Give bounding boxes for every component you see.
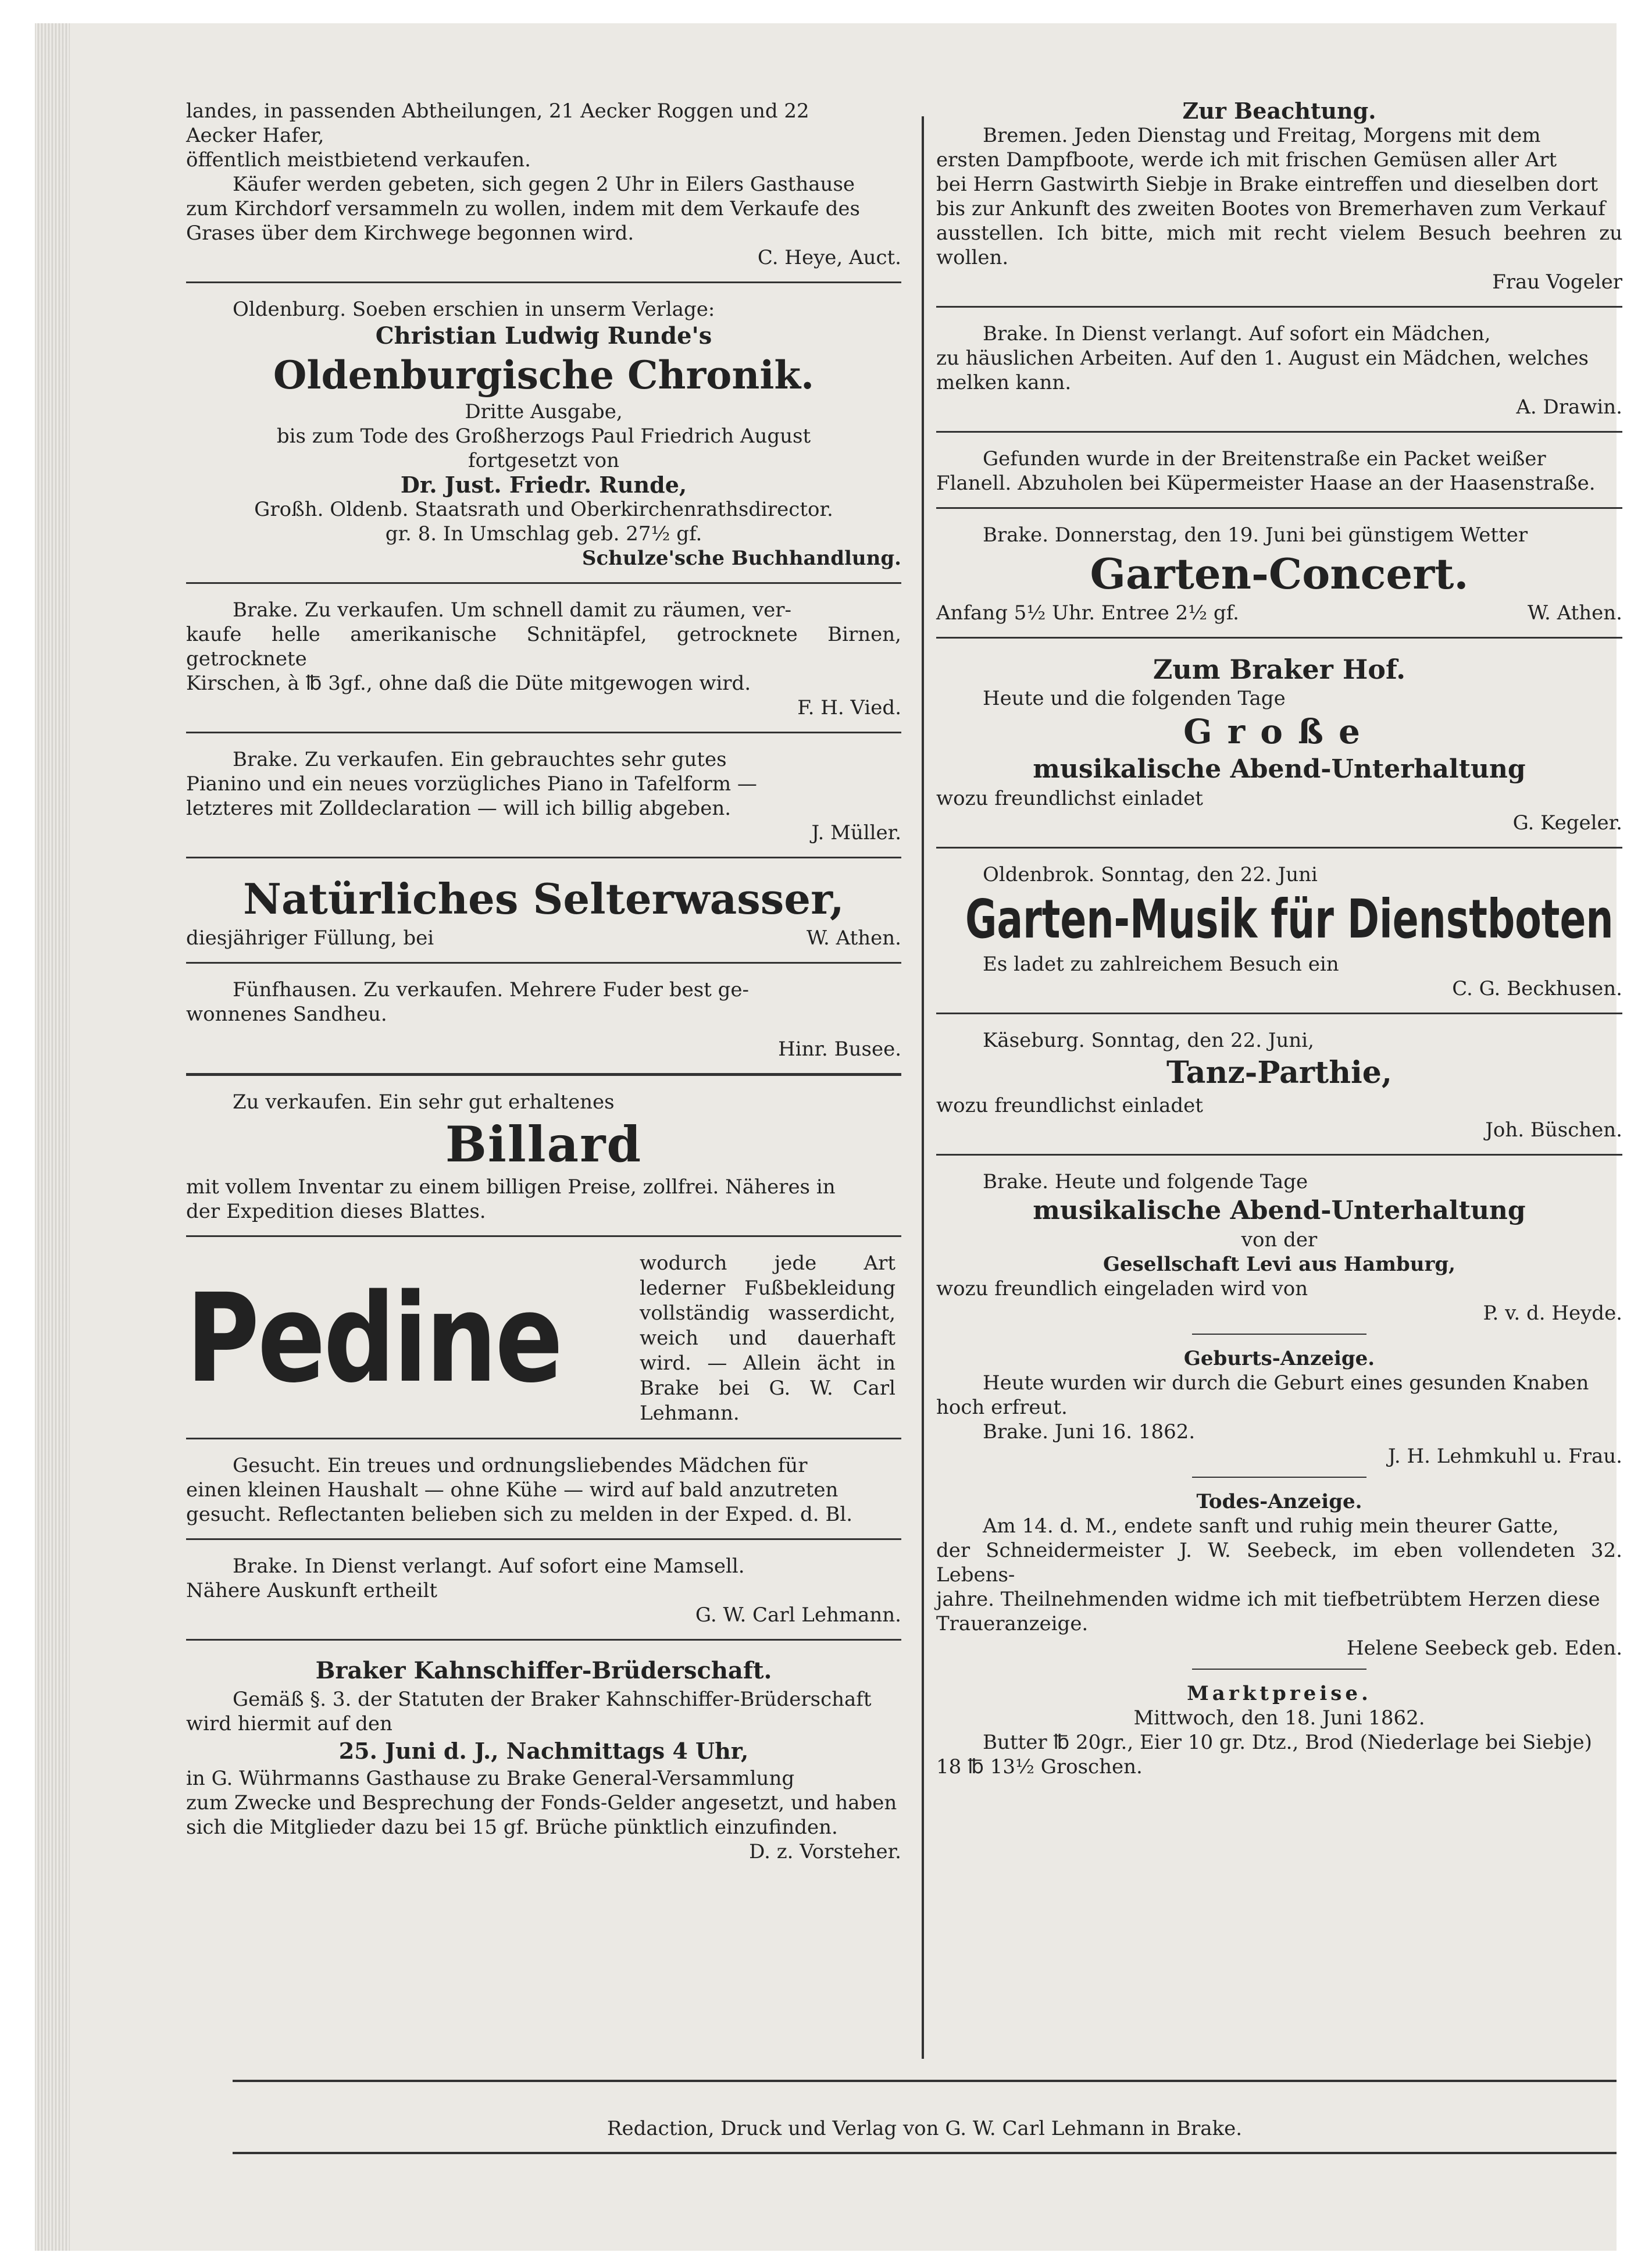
ad-title: Garten-Musik für Dienstboten <box>965 888 1614 950</box>
text-line: Dritte Ausgabe, <box>465 400 623 423</box>
divider <box>186 1538 901 1540</box>
ad-title: Billard <box>445 1115 643 1173</box>
text-line: Brake. Zu verkaufen. Ein gebrauchtes sehr gutes <box>233 748 727 771</box>
text-line: melken kann. <box>936 371 1072 394</box>
text-line: Brake. Juni 16. 1862. <box>983 1420 1196 1443</box>
ad-found <box>936 447 1622 496</box>
text-line: Käseburg. Sonntag, den 22. Juni, <box>983 1029 1314 1052</box>
text-line: Bremen. Jeden Dienstag und Freitag, Morgens mit dem <box>983 124 1541 147</box>
divider <box>186 1235 901 1237</box>
divider <box>186 962 901 964</box>
text-line: bei Herrn Gastwirth Siebje in Brake eintreffen und dieselben dort <box>936 173 1599 196</box>
imprint: Redaction, Druck und Verlag von G. W. Carl Lehmann in Brake. <box>606 2117 1243 2140</box>
divider <box>1192 1334 1366 1335</box>
text-line: Großh. Oldenb. Staatsrath und Oberkirchenrathsdirector. <box>254 498 833 521</box>
ad-title: Marktpreise. <box>1187 1682 1372 1705</box>
text-line: Fünfhausen. Zu verkaufen. Mehrere Fuder best ge- <box>233 978 750 1001</box>
ad-title: Todes-Anzeige. <box>1196 1490 1362 1513</box>
text-line: sich die Mitglieder dazu bei 15 gf. Brüche pünktlich einzufinden. <box>186 1816 838 1839</box>
text-line: Brake. In Dienst verlangt. Auf sofort eine Mamsell. <box>233 1555 745 1578</box>
left-column <box>186 99 901 1864</box>
signature: G. W. Carl Lehmann. <box>695 1603 901 1627</box>
text-line: kaufe helle amerikanische Schnitäpfel, getrocknete Birnen, getrocknete <box>186 623 901 671</box>
ad-dance <box>936 1028 1622 1142</box>
text-line: Heute wurden wir durch die Geburt eines gesunden Knaben <box>983 1371 1589 1395</box>
signature: G. Kegeler. <box>1512 811 1622 835</box>
ad-title: musikalische Abend-Unterhaltung <box>1033 1196 1526 1225</box>
ad-wanted-maid <box>186 1453 901 1527</box>
column-separator <box>922 116 924 2059</box>
signature: W. Athen. <box>1528 601 1622 625</box>
text-line: wonnenes Sandheu. <box>186 1003 387 1026</box>
text-line: Brake. Heute und folgende Tage <box>983 1170 1308 1193</box>
text-line: Pianino und ein neues vorzügliches Piano in Tafelform — <box>186 772 757 796</box>
ad-death-announcement <box>936 1489 1622 1660</box>
ad-hay <box>186 978 901 1061</box>
ad-birth-announcement <box>936 1346 1622 1468</box>
text-line: Oldenbrok. Sonntag, den 22. Juni <box>983 863 1318 886</box>
divider <box>936 431 1622 433</box>
text-line: Kirschen, à ℔ 3gf., ohne daß die Düte mitgewogen wird. <box>186 672 751 695</box>
ad-title: Zur Beachtung. <box>1182 98 1376 124</box>
text-line: gr. 8. In Umschlag geb. 27½ gf. <box>385 522 702 546</box>
signature: P. v. d. Heyde. <box>1483 1302 1622 1325</box>
ad-title: Tanz-Parthie, <box>1166 1055 1392 1090</box>
ad-boatmen-fraternity <box>186 1655 901 1864</box>
text-line: Gemäß §. 3. der Statuten der Braker Kahnschiffer-Brüderschaft <box>233 1688 872 1711</box>
text-line: diesjähriger Füllung, bei <box>186 926 434 950</box>
text-line: zum Kirchdorf versammeln zu wollen, indem mit dem Verkaufe des <box>186 197 860 220</box>
text-line: ersten Dampfboote, werde ich mit frischen Gemüsen aller Art <box>936 148 1557 172</box>
text-line: Grases über dem Kirchwege begonnen wird. <box>186 222 634 245</box>
book-spine <box>35 23 70 2251</box>
text-line: Anfang 5½ Uhr. Entree 2½ gf. <box>936 601 1239 625</box>
signature: C. G. Beckhusen. <box>1452 977 1622 1000</box>
meeting-date: 25. Juni d. J., Nachmittags 4 Uhr, <box>338 1738 749 1764</box>
text-line: der Schneidermeister J. W. Seebeck, im eben vollendeten 32. Lebens- <box>936 1539 1622 1587</box>
signature: D. z. Vorsteher. <box>749 1840 901 1863</box>
text-line: ausstellen. Ich bitte, mich mit recht vielem Besuch beehren zu wollen. <box>936 222 1622 269</box>
ad-garden-concert <box>936 523 1622 625</box>
right-column <box>936 99 1622 1779</box>
ad-dried-fruit <box>186 598 901 720</box>
divider <box>936 847 1622 849</box>
signature: J. H. Lehmkuhl u. Frau. <box>1387 1445 1622 1468</box>
text-line: zu häuslichen Arbeiten. Auf den 1. August ein Mädchen, welches <box>936 347 1589 370</box>
signature: A. Drawin. <box>1516 395 1622 419</box>
divider <box>186 732 901 733</box>
ad-mamsell <box>186 1554 901 1627</box>
text-line: Zu verkaufen. Ein sehr gut erhaltenes <box>233 1090 615 1114</box>
ad-title: Garten-Concert. <box>1090 549 1469 598</box>
text-line: jahre. Theilnehmenden widme ich mit tiefbetrübtem Herzen diese <box>936 1588 1600 1611</box>
text-block: wodurch jede Art lederner Fußbekleidung vollständig wasserdicht, weich und dauerhaft wird. — Allein ächt in Brake bei G. W. Carl Lehmann. <box>640 1252 895 1425</box>
text-line: wozu freundlich eingeladen wird von <box>936 1277 1308 1300</box>
signature: Frau Vogeler <box>1492 270 1622 294</box>
text-line: bis zur Ankunft des zweiten Bootes von Bremerhaven zum Verkauf <box>936 197 1605 220</box>
text-line: Brake. Zu verkaufen. Um schnell damit zu räumen, ver- <box>233 598 792 622</box>
text-line: gesucht. Reflectanten belieben sich zu melden in der Exped. d. Bl. <box>186 1503 853 1526</box>
divider <box>186 1639 901 1641</box>
text-line: Gesellschaft Levi aus Hamburg, <box>1103 1253 1455 1276</box>
ad-billiard <box>186 1090 901 1224</box>
ad-evening-entertainment <box>936 1170 1622 1325</box>
divider <box>186 1073 901 1076</box>
text-line: Oldenburg. Soeben erschien in unserm Verlage: <box>233 298 715 321</box>
ad-land-auction <box>186 99 901 270</box>
signature: Helene Seebeck geb. Eden. <box>1346 1637 1622 1660</box>
ad-title: Zum Braker Hof. <box>1153 654 1406 685</box>
text-line: Gesucht. Ein treues und ordnungsliebendes Mädchen für <box>233 1454 808 1477</box>
text-line: Traueranzeige. <box>936 1612 1089 1635</box>
signature: Joh. Büschen. <box>1485 1118 1622 1142</box>
divider <box>1192 1477 1366 1478</box>
book-title: Oldenburgische Chronik. <box>273 352 815 398</box>
signature: C. Heye, Auct. <box>757 246 901 269</box>
text-line: bis zum Tode des Großherzogs Paul Friedrich August <box>276 425 811 448</box>
ad-pedine <box>186 1251 901 1426</box>
text-line: Gefunden wurde in der Breitenstraße ein Packet weißer <box>983 447 1546 470</box>
text-line: Käufer werden gebeten, sich gegen 2 Uhr in Eilers Gasthause <box>233 173 855 196</box>
text-line: hoch erfreut. <box>936 1396 1068 1419</box>
ad-subtitle: musikalische Abend-Unterhaltung <box>1033 754 1526 784</box>
text-line: Nähere Auskunft ertheilt <box>186 1579 438 1602</box>
ad-seltzer-water <box>186 872 901 950</box>
ad-title: Pedine <box>186 1267 561 1410</box>
text-line: wozu freundlichst einladet <box>936 1094 1203 1117</box>
text-line: zum Zwecke und Besprechung der Fonds-Gelder angesetzt, und haben <box>186 1791 897 1815</box>
text-line: Heute und die folgenden Tage <box>983 687 1286 710</box>
bottom-rule <box>233 2080 1617 2082</box>
text-line: von der <box>1241 1228 1318 1252</box>
divider <box>186 1438 901 1439</box>
divider <box>936 1154 1622 1156</box>
divider <box>936 1013 1622 1014</box>
text-line: letzteres mit Zolldeclaration — will ich billig abgeben. <box>186 797 732 820</box>
ad-subtitle: Große <box>1183 712 1375 751</box>
text-line: wozu freundlichst einladet <box>936 787 1203 810</box>
divider <box>186 857 901 858</box>
ad-vegetables <box>936 99 1622 294</box>
text-line: der Expedition dieses Blattes. <box>186 1200 486 1223</box>
divider <box>936 507 1622 509</box>
text-line: einen kleinen Haushalt — ohne Kühe — wird auf bald anzutreten <box>186 1478 839 1502</box>
signature: Schulze'sche Buchhandlung. <box>581 547 901 570</box>
signature: W. Athen. <box>807 926 901 950</box>
divider <box>186 582 901 584</box>
text-line: mit vollem Inventar zu einem billigen Preise, zollfrei. Näheres in <box>186 1175 836 1199</box>
bottom-rule <box>233 2152 1617 2154</box>
ad-title: Braker Kahnschiffer-Brüderschaft. <box>315 1657 772 1684</box>
divider <box>1192 1669 1366 1670</box>
text-line: Am 14. d. M., endete sanft und ruhig mein theurer Gatte, <box>983 1514 1559 1538</box>
text-line: Flanell. Abzuholen bei Küpermeister Haase an der Haasenstraße. <box>936 472 1596 495</box>
text-line: öffentlich meistbietend verkaufen. <box>186 148 531 172</box>
text-line: Brake. In Dienst verlangt. Auf sofort ein Mädchen, <box>983 322 1491 345</box>
market-prices <box>936 1681 1622 1779</box>
text-line: Mittwoch, den 18. Juni 1862. <box>1133 1706 1425 1730</box>
text-line: 18 ℔ 13½ Groschen. <box>936 1755 1143 1778</box>
text-line: fortgesetzt von <box>468 449 620 472</box>
text-line: in G. Wührmanns Gasthause zu Brake General-Versammlung <box>186 1767 795 1790</box>
ad-service-wanted <box>936 322 1622 419</box>
author-heading: Christian Ludwig Runde's <box>375 322 712 350</box>
text-line: wird hiermit auf den <box>186 1712 393 1735</box>
ad-title: Geburts-Anzeige. <box>1183 1347 1375 1370</box>
divider <box>186 281 901 283</box>
text-line: Es ladet zu zahlreichem Besuch ein <box>983 953 1339 976</box>
ad-title: Natürliches Selterwasser, <box>243 874 844 924</box>
ad-braker-hof <box>936 653 1622 835</box>
ad-oldenburg-chronicle <box>186 297 901 571</box>
text-line: Butter ℔ 20gr., Eier 10 gr. Dtz., Brod (Niederlage bei Siebje) <box>983 1731 1592 1754</box>
ad-garden-music <box>936 862 1622 1001</box>
ad-piano <box>186 747 901 845</box>
text-line: Aecker Hafer, <box>186 124 324 147</box>
text-line: Dr. Just. Friedr. Runde, <box>400 472 687 498</box>
divider <box>936 306 1622 308</box>
divider <box>936 637 1622 639</box>
signature: Hinr. Busee. <box>778 1038 901 1061</box>
text-line: Brake. Donnerstag, den 19. Juni bei günstigem Wetter <box>983 523 1528 547</box>
text-line: landes, in passenden Abtheilungen, 21 Aecker Roggen und 22 <box>186 99 809 123</box>
signature: F. H. Vied. <box>797 696 901 719</box>
signature: J. Müller. <box>811 821 901 844</box>
